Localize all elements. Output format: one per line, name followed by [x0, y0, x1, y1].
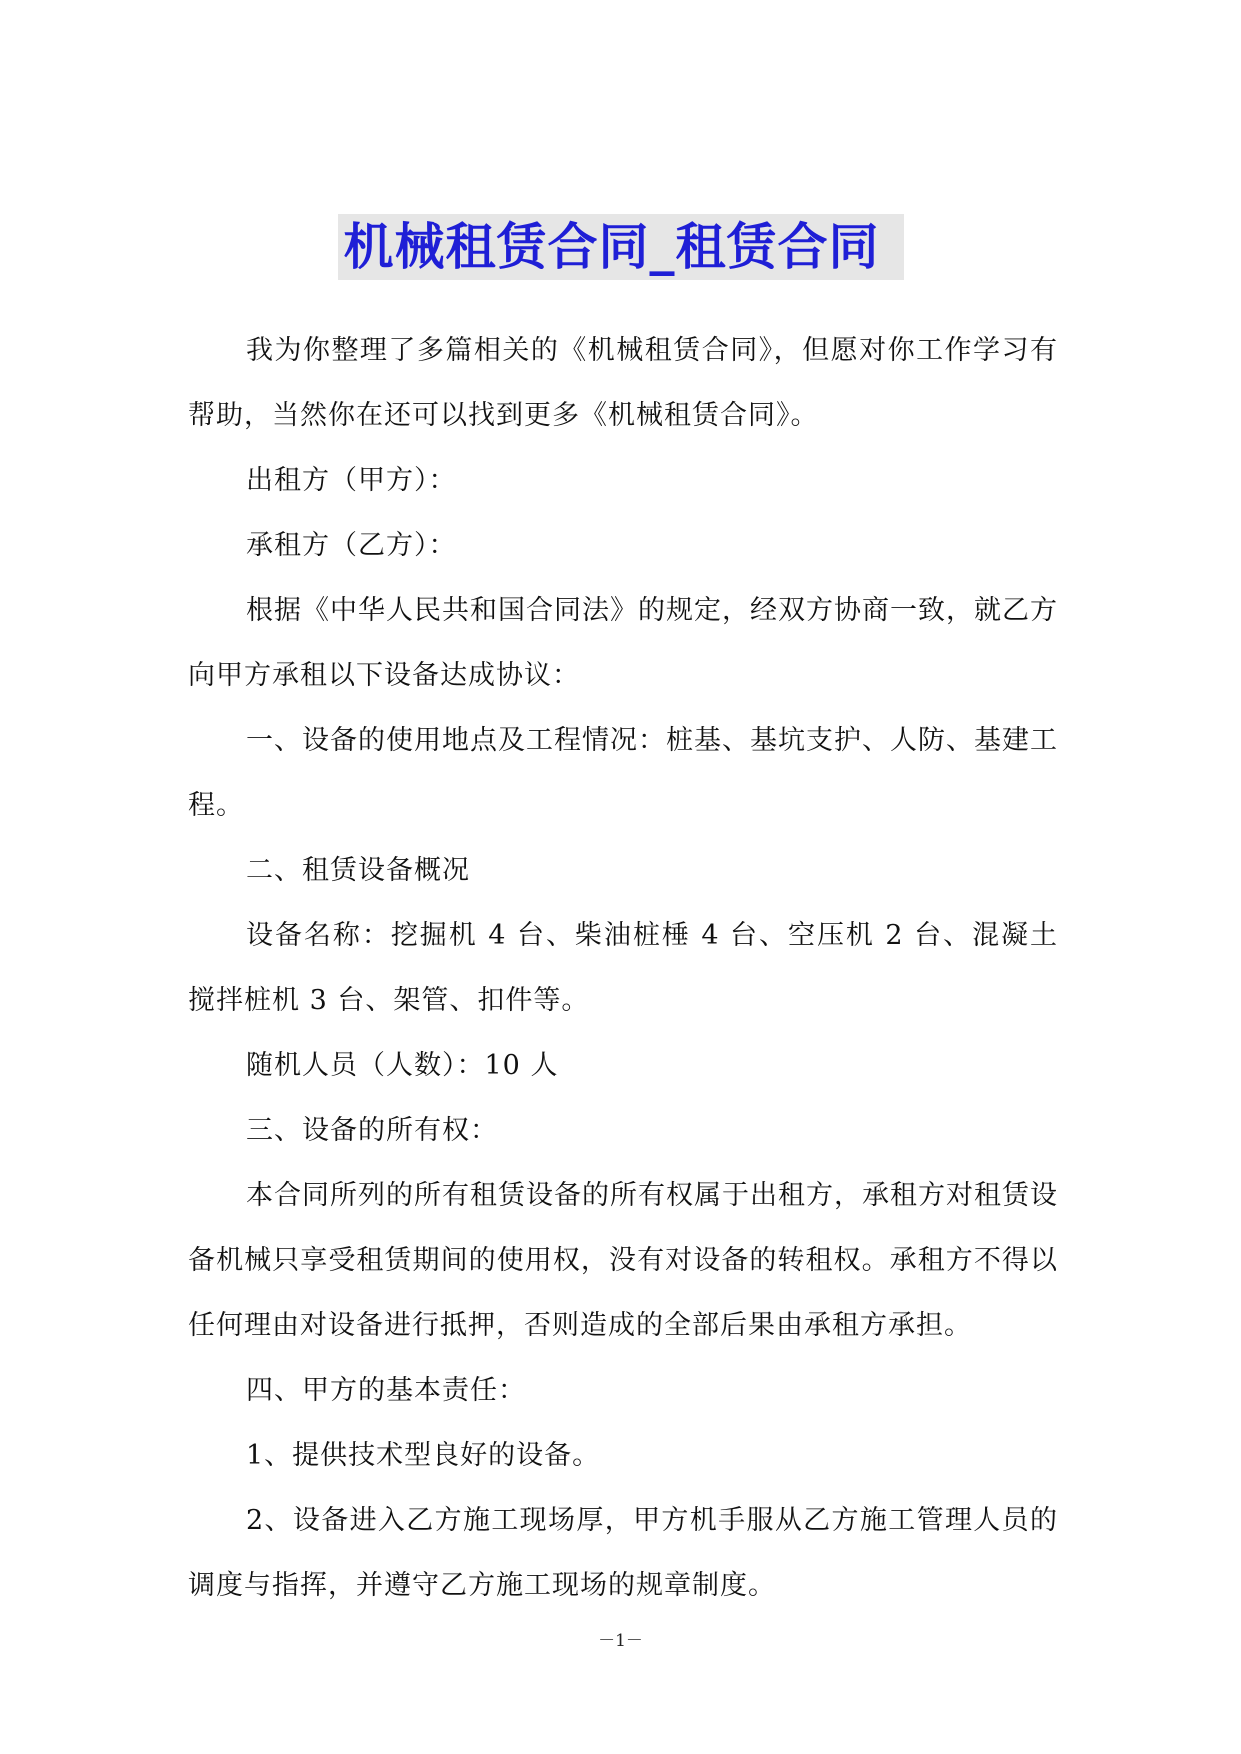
paragraph-equipment-list: 设备名称：挖掘机 4 台、柴油桩棰 4 台、空压机 2 台、混凝土搅拌桩机 3 台、架管、扣件等。 — [188, 920, 1058, 1016]
document-body — [188, 318, 1058, 1618]
paragraph-lessor: 出租方（甲方）： — [246, 465, 457, 496]
paragraph-duty-1: 1、提供技术型良好的设备。 — [246, 1440, 601, 1471]
document-title: 机械租赁合同_租赁合同 — [338, 214, 904, 280]
paragraph-ownership: 本合同所列的所有租赁设备的所有权属于出租方，承租方对租赁设备机械只享受租赁期间的使用权，没有对设备的转租权。承租方不得以任何理由对设备进行抵押，否则造成的全部后果由承租方承担。 — [188, 1180, 1058, 1341]
paragraph-section-1: 一、设备的使用地点及工程情况：桩基、基坑支护、人防、基建工程。 — [188, 725, 1058, 821]
paragraph-lessee: 承租方（乙方）： — [246, 530, 457, 561]
paragraph-section-3-heading: 三、设备的所有权： — [246, 1115, 498, 1146]
paragraph-intro: 我为你整理了多篇相关的《机械租赁合同》，但愿对你工作学习有帮助，当然你在还可以找到更多《机械租赁合同》。 — [188, 335, 1058, 431]
paragraph-basis: 根据《中华人民共和国合同法》的规定，经双方协商一致，就乙方向甲方承租以下设备达成协议： — [188, 595, 1058, 691]
paragraph-duty-2: 2、设备进入乙方施工现场厚，甲方机手服从乙方施工管理人员的调度与指挥，并遵守乙方施工现场的规章制度。 — [188, 1505, 1058, 1601]
title-container — [0, 214, 1241, 280]
paragraph-staff-count: 随机人员（人数）：10 人 — [246, 1050, 559, 1081]
paragraph-section-4-heading: 四、甲方的基本责任： — [246, 1375, 526, 1406]
page-number: －1－ — [598, 1631, 643, 1651]
paragraph-section-2-heading: 二、租赁设备概况 — [246, 855, 470, 886]
